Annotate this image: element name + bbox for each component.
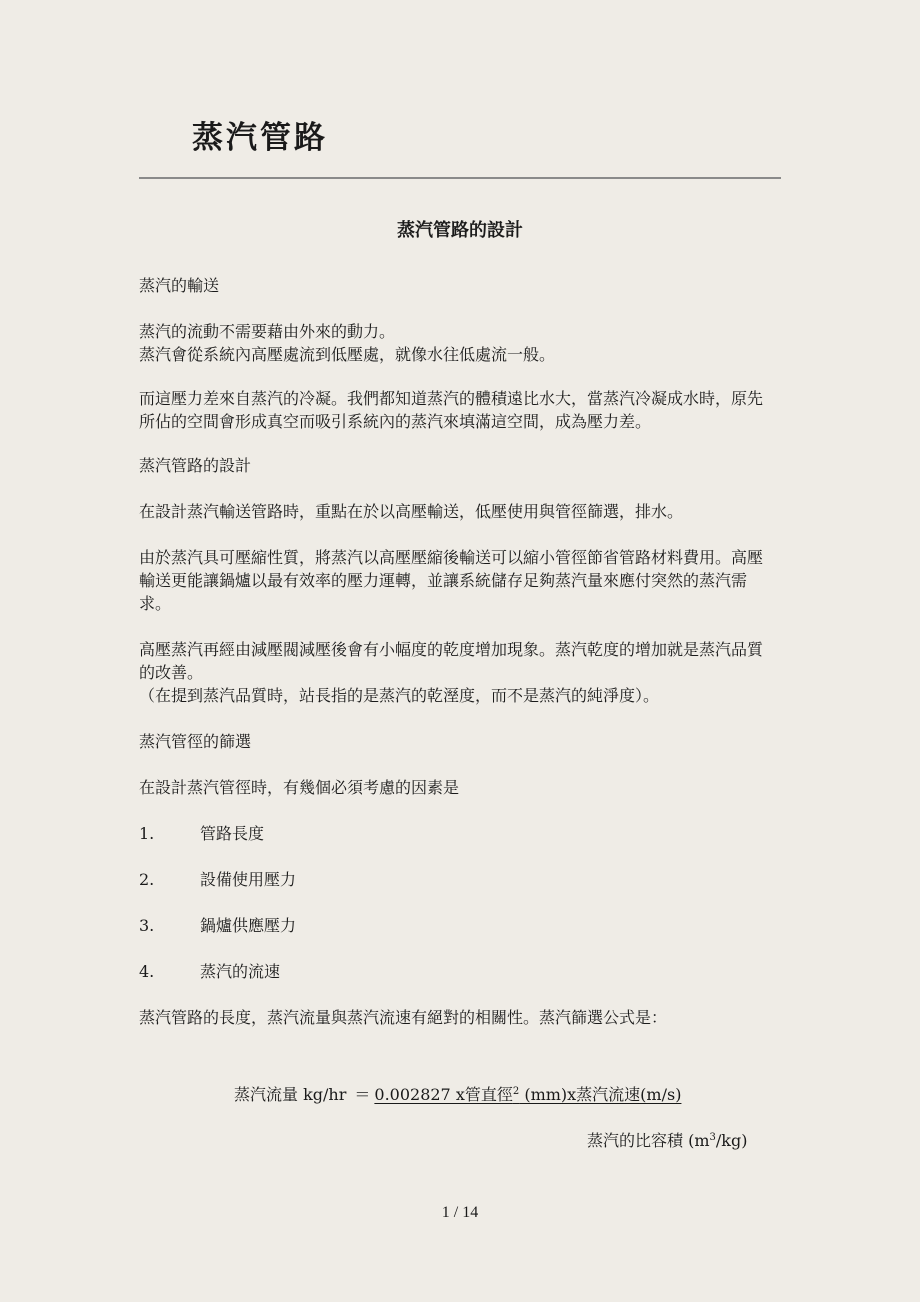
list-number: 2. (139, 870, 155, 889)
formula-numerator-sup: 2 (512, 1086, 520, 1097)
paragraph-factors-intro: 在設計蒸汽管徑時，有幾個必須考慮的因素是 (139, 778, 460, 797)
document-body (139, 274, 774, 1029)
formula-denominator (587, 1129, 747, 1152)
list-text: 設備使用壓力 (200, 870, 297, 889)
heading-steam-transport: 蒸汽的輸送 (139, 276, 220, 295)
list-text: 管路長度 (200, 824, 265, 843)
paragraph-pressure-difference: 而這壓力差來自蒸汽的冷凝。我們都知道蒸汽的體積遠比水大，當蒸汽冷凝成水時，原先所佔的空間會形成真空而吸引系統內的蒸汽來填滿這空間，成為壓力差。 (139, 389, 764, 431)
list-item (139, 960, 774, 983)
title-divider (139, 177, 781, 179)
list-text: 蒸汽的流速 (200, 962, 281, 981)
paragraph-formula-intro: 蒸汽管路的長度，蒸汽流量與蒸汽流速有絕對的相關性。蒸汽篩選公式是： (139, 1008, 668, 1027)
formula-numerator (374, 1085, 681, 1104)
page-number: 1 / 14 (441, 1204, 479, 1221)
formula-denominator-part1: 蒸汽的比容積 (m (587, 1131, 710, 1150)
list-item (139, 868, 774, 891)
formula-numerator-part2: (mm)x蒸汽流速(m/s) (519, 1085, 682, 1104)
formula-equals: ＝ (354, 1085, 371, 1104)
formula-denominator-part2: /kg) (715, 1131, 748, 1150)
formula-lhs: 蒸汽流量 kg/hr (234, 1085, 347, 1104)
list-number: 4. (139, 962, 155, 981)
paragraph-compression: 由於蒸汽具可壓縮性質，將蒸汽以高壓壓縮後輸送可以縮小管徑節省管路材料費用。高壓輸送更能讓鍋爐以最有效率的壓力運轉，並讓系統儲存足夠蒸汽量來應付突然的蒸汽需求。 (139, 548, 764, 613)
heading-pipe-design: 蒸汽管路的設計 (139, 456, 252, 475)
paragraph-dryness-note: （在提到蒸汽品質時，站長指的是蒸汽的乾溼度，而不是蒸汽的純淨度）。 (139, 686, 660, 705)
list-number: 3. (139, 916, 155, 935)
list-text: 鍋爐供應壓力 (200, 916, 297, 935)
formula-numerator-part1: 0.002827 x管直徑 (374, 1085, 513, 1104)
factor-list (139, 822, 774, 983)
paragraph-flow-line1: 蒸汽的流動不需要藉由外來的動力。 (139, 322, 396, 341)
paragraph-dryness: 高壓蒸汽再經由減壓閥減壓後會有小幅度的乾度增加現象。蒸汽乾度的增加就是蒸汽品質的改善。 (139, 640, 764, 682)
list-number: 1. (139, 824, 155, 843)
paragraph-flow-line2: 蒸汽會從系統內高壓處流到低壓處，就像水往低處流一般。 (139, 345, 556, 364)
paragraph-design-focus: 在設計蒸汽輸送管路時，重點在於以高壓輸送，低壓使用與管徑篩選，排水。 (139, 502, 684, 521)
list-item (139, 914, 774, 937)
document-title: 蒸汽管路 (192, 120, 328, 156)
heading-pipe-sizing: 蒸汽管徑的篩選 (139, 732, 252, 751)
list-item (139, 822, 774, 845)
section-title: 蒸汽管路的設計 (397, 220, 523, 241)
formula-numerator-line (234, 1083, 681, 1106)
formula-denominator-sup: 3 (709, 1132, 716, 1143)
